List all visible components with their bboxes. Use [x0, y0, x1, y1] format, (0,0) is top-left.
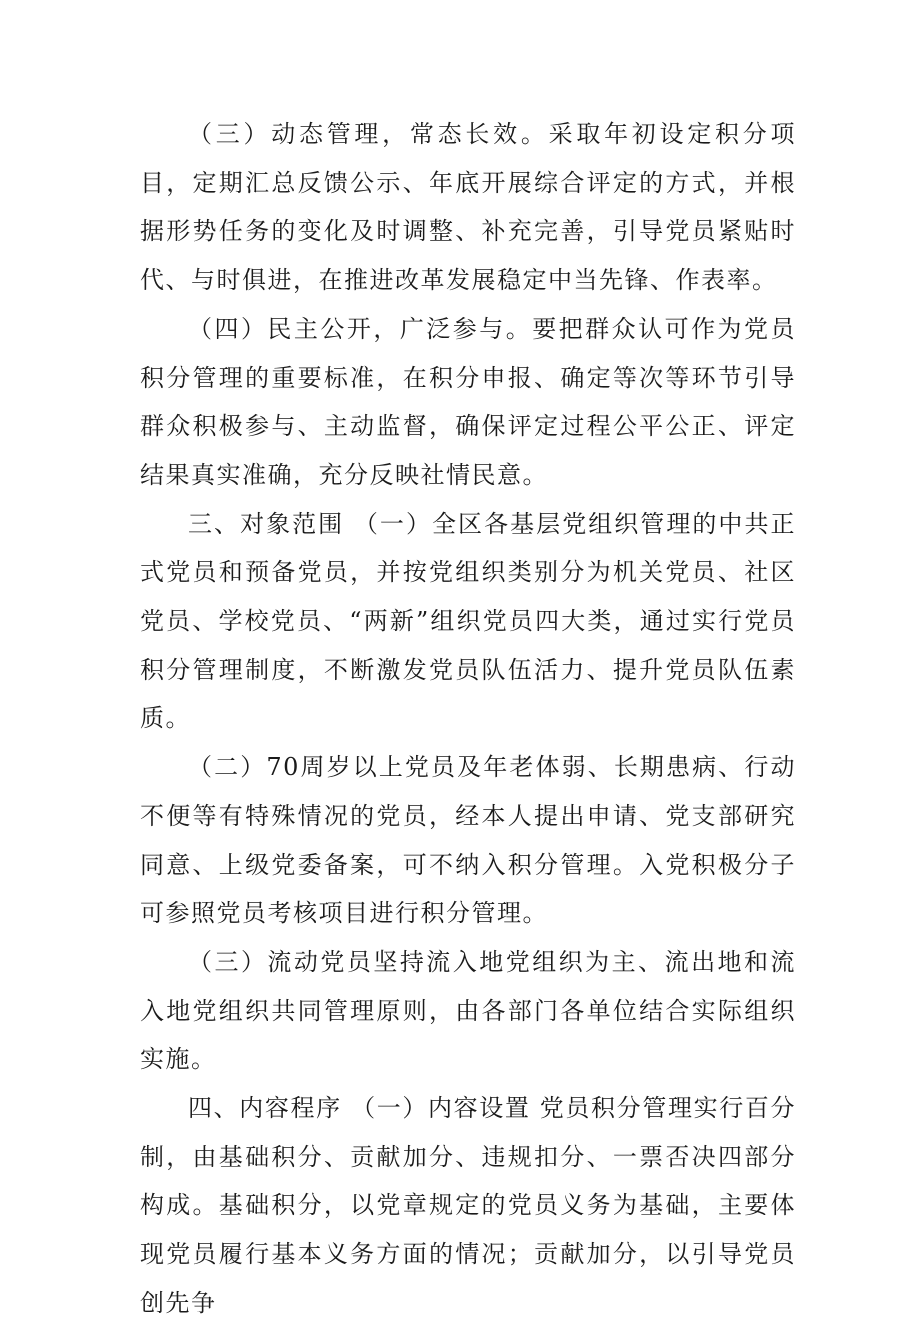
document-body	[140, 110, 796, 1328]
paragraph-scope-2: （二）70周岁以上党员及年老体弱、长期患病、行动不便等有特殊情况的党员，经本人提出申请、党支部研究同意、上级党委备案，可不纳入积分管理。入党积极分子可参照党员考核项目进行积分管理。	[140, 753, 796, 928]
paragraph-democratic-openness: （四）民主公开，广泛参与。要把群众认可作为党员积分管理的重要标准，在积分申报、确定等次等环节引导群众积极参与、主动监督，确保评定过程公平公正、评定结果真实准确，充分反映社情民意。	[140, 314, 796, 489]
paragraph-scope-1: 三、对象范围 （一）全区各基层党组织管理的中共正式党员和预备党员，并按党组织类别分为机关党员、社区党员、学校党员、“两新”组织党员四大类，通过实行党员积分管理制度，不断激发党员队伍活力、提升党员队伍素质。	[140, 509, 796, 733]
paragraph-content-procedure: 四、内容程序 （一）内容设置 党员积分管理实行百分制，由基础积分、贡献加分、违规扣分、一票否决四部分构成。基础积分，以党章规定的党员义务为基础，主要体现党员履行基本义务方面的情况；贡献加分，以引导党员创先争	[140, 1094, 796, 1317]
paragraph-scope-3: （三）流动党员坚持流入地党组织为主、流出地和流入地党组织共同管理原则，由各部门各单位结合实际组织实施。	[140, 947, 796, 1074]
paragraph-dynamic-management: （三）动态管理，常态长效。采取年初设定积分项目，定期汇总反馈公示、年底开展综合评定的方式，并根据形势任务的变化及时调整、补充完善，引导党员紧贴时代、与时俱进，在推进改革发展稳定中当先锋、作表率。	[140, 120, 796, 295]
